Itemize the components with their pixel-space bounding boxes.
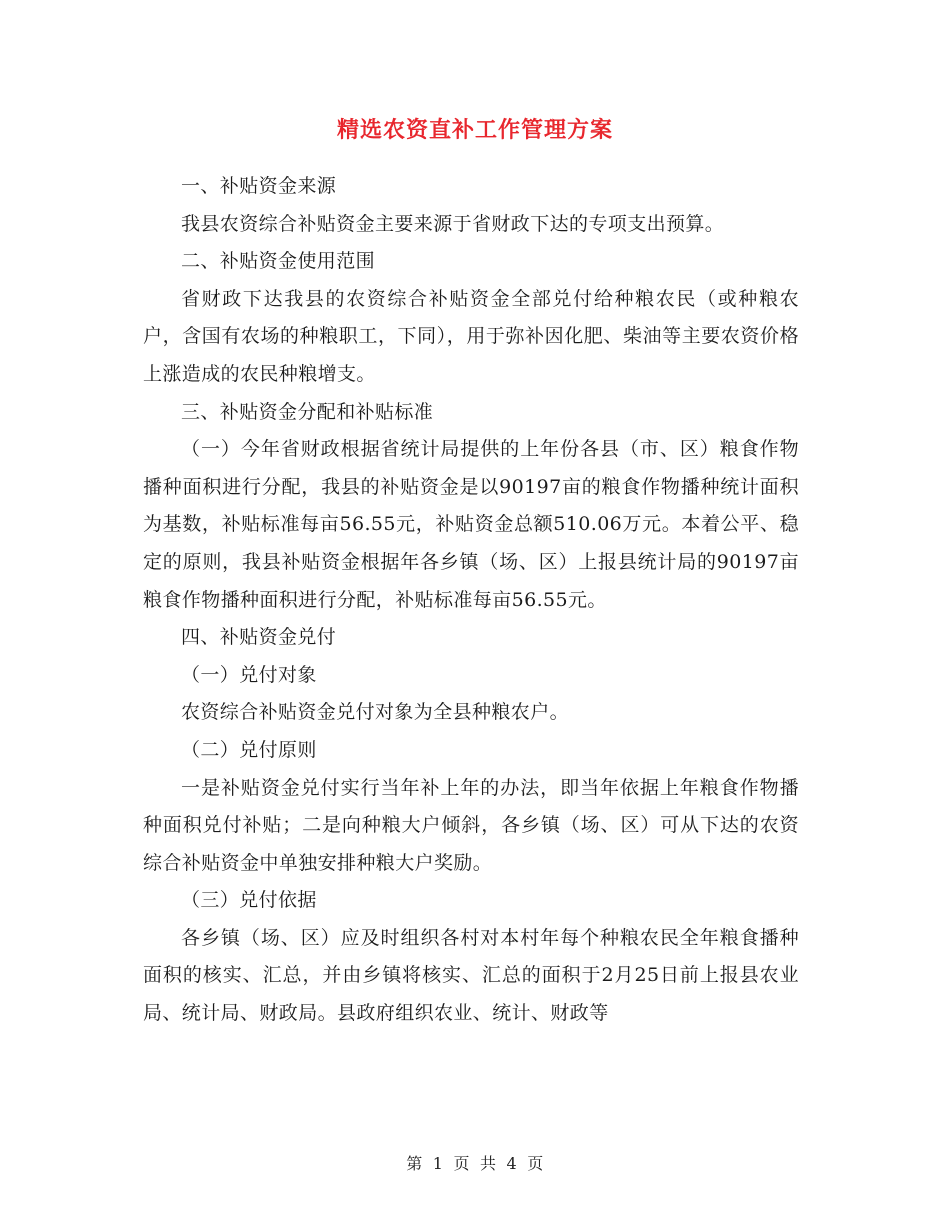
paragraph: 我县农资综合补贴资金主要来源于省财政下达的专项支出预算。 (181, 212, 725, 235)
section-heading: 二、补贴资金使用范围 (181, 250, 376, 273)
paragraph: 农资综合补贴资金兑付对象为全县种粮农户。 (181, 701, 570, 724)
document-title: 精选农资直补工作管理方案 (336, 117, 613, 143)
section-heading: 四、补贴资金兑付 (181, 626, 337, 649)
total-page-count: 4 (506, 1154, 518, 1173)
subsection-heading: （二）兑付原则 (181, 738, 317, 761)
subsection-heading: （一）兑付对象 (181, 663, 317, 686)
paragraph: （一）今年省财政根据省统计局提供的上年份各县（市、区）粮食作物播种面积进行分配，我县的补贴资金是以90197亩的粮食作物播种统计面积为基数，补贴标准每亩56.55元，补贴资金总额510.06万元。本着公平、稳定的原则，我县补贴资金根据年各乡镇（场、区）上报县统计局的90197亩粮食作物播种面积进行分配，补贴标准每亩56.55元。 (143, 438, 799, 611)
document-body (143, 168, 799, 1033)
paragraph: 一是补贴资金兑付实行当年补上年的办法，即当年依据上年粮食作物播种面积兑付补贴；二是向种粮大户倾斜，各乡镇（场、区）可从下达的农资综合补贴资金中单独安排种粮大户奖励。 (143, 776, 799, 874)
subsection-heading: （三）兑付依据 (181, 889, 317, 912)
footer-page-unit: 页 (453, 1154, 470, 1173)
current-page-number: 1 (432, 1154, 444, 1173)
footer-total-unit: 页 (527, 1154, 544, 1173)
section-heading: 一、补贴资金来源 (181, 175, 337, 197)
paragraph: 各乡镇（场、区）应及时组织各村对本村年每个种粮农民全年粮食播种面积的核实、汇总，并由乡镇将核实、汇总的面积于2月25日前上报县农业局、统计局、财政局。县政府组织农业、统计、财政等 (143, 926, 799, 1025)
paragraph: 省财政下达我县的农资综合补贴资金全部兑付给种粮农民（或种粮农户，含国有农场的种粮职工，下同），用于弥补因化肥、柴油等主要农资价格上涨造成的农民种粮增支。 (143, 287, 799, 385)
section-heading: 三、补贴资金分配和补贴标准 (181, 400, 434, 423)
page-footer (0, 1153, 950, 1175)
footer-prefix: 第 (406, 1154, 423, 1173)
footer-total-prefix: 共 (480, 1154, 497, 1173)
